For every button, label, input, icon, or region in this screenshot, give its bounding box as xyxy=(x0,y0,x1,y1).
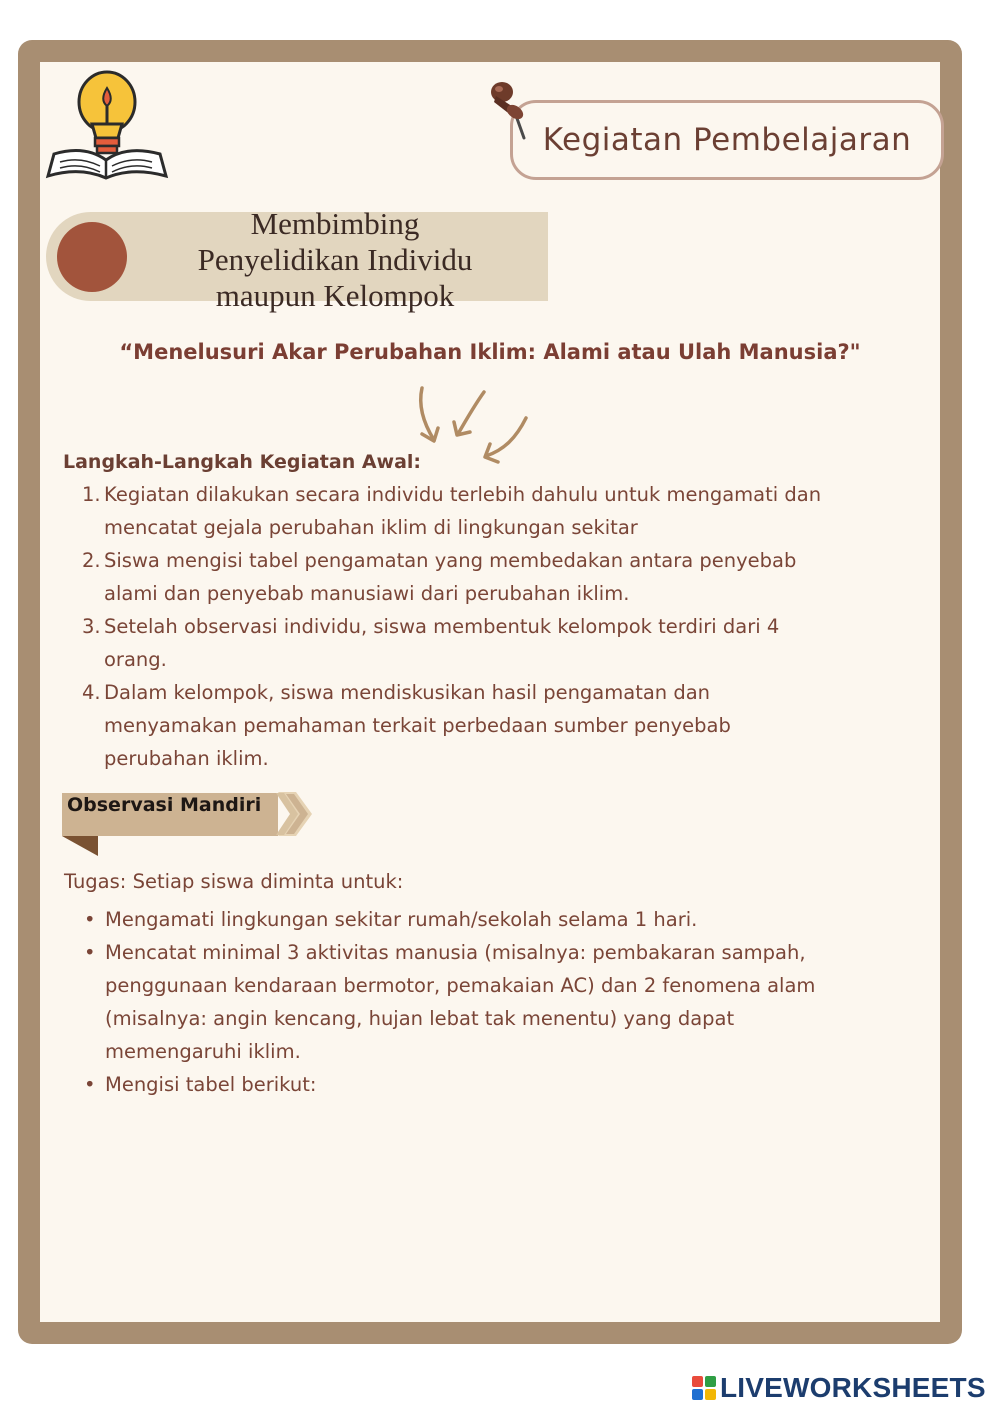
bullet-point: • xyxy=(84,941,96,964)
liveworksheets-icon xyxy=(692,1376,716,1400)
list-item xyxy=(64,1068,914,1101)
banner-circle-decoration xyxy=(57,222,127,292)
step-text-line: alami dan penyebab manusiawi dari perubahan iklim. xyxy=(104,582,630,605)
list-item xyxy=(64,676,914,775)
lightbulb-book-icon xyxy=(44,66,170,184)
task-text-line: (misalnya: angin kencang, hujan lebat tak menentu) yang dapat xyxy=(105,1007,735,1030)
step-number: 4. xyxy=(82,681,101,704)
logo-square xyxy=(692,1389,703,1400)
steps-heading: Langkah-Langkah Kegiatan Awal: xyxy=(63,451,422,473)
task-text-line: memengaruhi iklim. xyxy=(105,1040,301,1063)
steps-list xyxy=(64,478,914,775)
logo-square xyxy=(705,1376,716,1387)
task-text-line: Mengisi tabel berikut: xyxy=(105,1073,317,1096)
activity-subtitle: “Menelusuri Akar Perubahan Iklim: Alami atau Ulah Manusia?" xyxy=(119,340,861,364)
list-item xyxy=(64,936,914,1068)
step-text-line: Dalam kelompok, siswa mendiskusikan hasil pengamatan dan xyxy=(104,681,711,704)
bullet-point: • xyxy=(84,1073,96,1096)
step-text-line: orang. xyxy=(104,648,167,671)
step-text-line: mencatat gejala perubahan iklim di lingkungan sekitar xyxy=(104,516,638,539)
section-title: Kegiatan Pembelajaran xyxy=(542,122,912,158)
bullet-point: • xyxy=(84,908,96,931)
list-item xyxy=(64,478,914,544)
banner-line: Membimbing xyxy=(250,206,420,241)
task-list xyxy=(64,903,914,1101)
step-text-line: perubahan iklim. xyxy=(104,747,269,770)
logo-square xyxy=(692,1376,703,1387)
banner-line: Penyelidikan Individu xyxy=(197,242,473,277)
task-text-line: penggunaan kendaraan bermotor, pemakaian AC) dan 2 fenomena alam xyxy=(105,974,816,997)
observation-tab-label: Observasi Mandiri xyxy=(67,794,262,816)
step-text-line: Siswa mengisi tabel pengamatan yang membedakan antara penyebab xyxy=(104,549,797,572)
step-text-line: Setelah observasi individu, siswa membentuk kelompok terdiri dari 4 xyxy=(104,615,780,638)
list-item xyxy=(64,903,914,936)
step-text-line: menyamakan pemahaman terkait perbedaan sumber penyebab xyxy=(104,714,731,737)
task-intro: Tugas: Setiap siswa diminta untuk: xyxy=(64,870,404,893)
section-title-box xyxy=(510,100,944,180)
liveworksheets-logo xyxy=(692,1372,986,1404)
hand-drawn-arrows-icon xyxy=(410,384,540,468)
list-item xyxy=(64,544,914,610)
list-item xyxy=(64,610,914,676)
step-number: 3. xyxy=(82,615,101,638)
banner-line: maupun Kelompok xyxy=(215,278,455,313)
step-text-line: Kegiatan dilakukan secara individu terlebih dahulu untuk mengamati dan xyxy=(104,483,822,506)
task-text-line: Mengamati lingkungan sekitar rumah/sekolah selama 1 hari. xyxy=(105,908,698,931)
step-number: 2. xyxy=(82,549,101,572)
step-number: 1. xyxy=(82,483,101,506)
task-text-line: Mencatat minimal 3 aktivitas manusia (misalnya: pembakaran sampah, xyxy=(105,941,806,964)
push-pin-icon xyxy=(488,80,534,142)
banner-title xyxy=(150,206,520,314)
liveworksheets-wordmark: LIVEWORKSHEETS xyxy=(720,1372,986,1403)
logo-square xyxy=(705,1389,716,1400)
